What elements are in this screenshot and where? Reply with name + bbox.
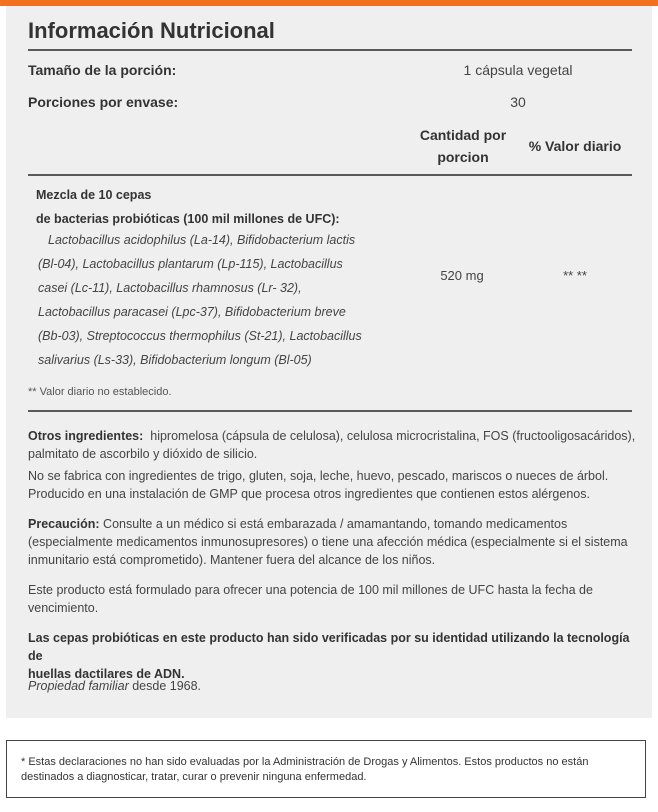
blend-daily-value: ** ** bbox=[563, 268, 587, 283]
blend-name-line1: Mezcla de 10 cepas bbox=[36, 188, 152, 202]
potency-statement bbox=[28, 581, 638, 617]
family-rest: desde 1968. bbox=[128, 679, 202, 693]
daily-value-header: % Valor diario bbox=[528, 138, 622, 154]
other-ingredients bbox=[28, 427, 638, 463]
other-ingredients-label: Otros ingredientes: bbox=[28, 429, 144, 443]
strain-line: (Bl-04), Lactobacillus plantarum (Lp-115), Lactobacillus bbox=[38, 257, 343, 271]
panel-title: Información Nutricional bbox=[28, 18, 275, 43]
allergen-statement bbox=[28, 467, 638, 503]
caution-label: Precaución: bbox=[28, 517, 100, 531]
family-owned-statement bbox=[28, 677, 638, 695]
potency-line1: Este producto está formulado para ofrecer una potencia de 100 mil millones de UFC hasta la fecha de bbox=[28, 583, 593, 597]
serving-size-value: 1 cápsula vegetal bbox=[463, 62, 573, 78]
caution-line2: (especialmente medicamentos inmunosupresores) o tiene una afección médica (especialmente si el sistema bbox=[28, 535, 628, 549]
other-ingredients-line2: palmitato de ascorbilo y dióxido de silicio. bbox=[28, 447, 258, 461]
disclaimer-line1: * Estas declaraciones no han sido evaluadas por la Administración de Drogas y Alimentos. Estos productos no están bbox=[21, 756, 589, 768]
amount-header-line1: Cantidad por bbox=[419, 127, 507, 143]
strain-line: (Bb-03), Streptococcus thermophilus (St-21), Lactobacillus bbox=[38, 329, 362, 343]
footnote-divider bbox=[28, 410, 632, 412]
blend-amount: 520 mg bbox=[440, 268, 484, 283]
dna-verification-statement bbox=[28, 629, 638, 683]
family-italic: Propiedad familiar bbox=[28, 679, 129, 693]
dna-line1: Las cepas probióticas en este producto han sido verificadas por su identidad utilizando la tecnología de bbox=[28, 631, 630, 663]
title-divider bbox=[28, 49, 632, 51]
fda-disclaimer-box bbox=[6, 740, 646, 798]
strain-line: casei (Lc-11), Lactobacillus rhamnosus (Lr- 32), bbox=[38, 281, 302, 295]
amount-header-line2: porcion bbox=[437, 149, 489, 165]
fda-disclaimer-text bbox=[21, 755, 633, 785]
other-ingredients-line1: hipromelosa (cápsula de celulosa), celulosa microcristalina, FOS (fructooligosacáridos), bbox=[150, 429, 636, 443]
potency-line2: vencimiento. bbox=[28, 601, 99, 615]
blend-name-line2: de bacterias probióticas (100 mil millones de UFC): bbox=[36, 212, 340, 226]
header-divider bbox=[28, 174, 632, 176]
serving-size-label: Tamaño de la porción: bbox=[28, 62, 177, 78]
servings-per-container-value: 30 bbox=[510, 94, 526, 110]
dna-line2: huellas dactilares de ADN. bbox=[28, 667, 185, 681]
amount-per-serving-header bbox=[408, 124, 518, 168]
caution-line3: inmunitario está comprometido). Mantener fuera del alcance de los niños. bbox=[28, 553, 436, 567]
strain-line: salivarius (Ls-33), Bifidobacterium longum (Bl-05) bbox=[38, 353, 312, 367]
servings-per-container-label: Porciones por envase: bbox=[28, 94, 179, 110]
caution-line1: Consulte a un médico si está embarazada / amamantando, tomando medicamentos bbox=[103, 517, 568, 531]
daily-value-footnote: ** Valor diario no establecido. bbox=[28, 386, 172, 398]
caution-statement bbox=[28, 515, 638, 569]
probiotic-blend-name bbox=[36, 183, 416, 231]
strain-line: Lactobacillus paracasei (Lpc-37), Bifidobacterium breve bbox=[38, 305, 346, 319]
allergen-line2: Producido en una instalación de GMP que procesa otros ingredientes que contienen estos alérgenos. bbox=[28, 487, 590, 501]
disclaimer-line2: destinados a diagnosticar, tratar, curar o prevenir ninguna enfermedad. bbox=[21, 771, 367, 783]
strain-list bbox=[38, 228, 418, 372]
strain-line: Lactobacillus acidophilus (La-14), Bifidobacterium lactis bbox=[48, 233, 356, 247]
allergen-line1: No se fabrica con ingredientes de trigo, gluten, soja, leche, huevo, pescado, mariscos o nueces de árbol. bbox=[28, 469, 609, 483]
